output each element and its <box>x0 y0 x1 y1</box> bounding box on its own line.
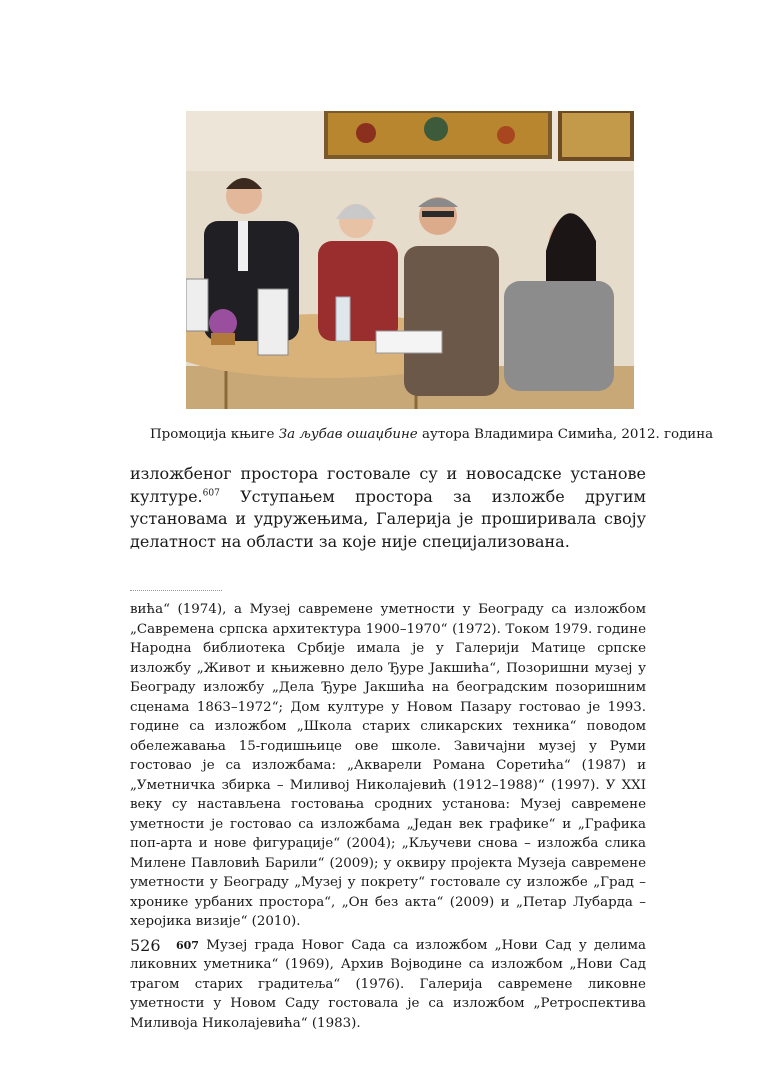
caption-book-title: За љубав ошаџбине <box>278 427 418 442</box>
photo-caption <box>150 426 714 444</box>
footnote-607 <box>130 936 646 1034</box>
book-promotion-photo <box>186 111 634 409</box>
caption-suffix: аутора Владимира Симића, 2012. година <box>417 427 714 442</box>
main-paragraph <box>130 463 646 553</box>
paragraph-text: изложбеног простора гостовале су и новосадске установе културе. <box>130 464 646 506</box>
footnote-607-text: Музеј града Новог Сада са изложбом „Нови Сад у делима ликовних уметника“ (1969), Архив Војводине са изложбом „Нови Сад трагом старих градитеља“ (1976). Галерија савремене ликовне уметности у Новом Саду гостовала је са изложбом „Ретроспектива Миливоја Николајевића“ (1983). <box>130 937 646 1031</box>
photo-illustration <box>186 111 634 409</box>
page-number: 526 <box>130 936 161 955</box>
footnote-separator <box>130 590 222 591</box>
caption-prefix: Промоција књиге <box>150 427 279 442</box>
footnote-continued: вића“ (1974), а Музеј савремене уметности у Београду са изложбом „Савремена српска архитектура 1900–1970“ (1972). Током 1979. године Народна библиотека Србије имала је у Галерији Матице српске изложбу „Живот и књижевно дело Ђуре Јакшића“, Позоришни музеј у Београду изложбу „Дела Ђуре Јакшића на београдским позоришним сценама 1863–1972“; Дом културе у Новом Пазару гостовао је 1993. године са изложбом „Школа старих сликарских техника“ поводом обележавања 15-годишњице ове школе. Завичајни музеј у Руми гостовао је са изложбама: „Акварели Романа Соретића“ (1987) и „Уметничка збирка – Миливој Николајевић (1912–1988)“ (1997). У XXI веку су настављена гостовања сродних установа: Музеј савремене уметности је гостовао са изложбама „Један век графике“ и „Графика поп-арта и нове фигурације“ (2004); „Кључеви снова – изложба слика Милене Павловић Барили“ (2009); у оквиру пројекта Музеја савремене уметности у Београду „Музеј у покрету“ гостовале су изложбе „Град – хронике урбаних простора“, „Он без акта“ (2009) и „Петар Лубарда – херојика визије“ (2010). <box>130 602 646 929</box>
footnotes <box>130 600 646 1033</box>
footnote-reference-607[interactable]: 607 <box>202 488 220 499</box>
paragraph-text-continued: Уступањем простора за изложбе другим установама и удружењима, Галерија је проширивала своју делатност на области за које није специјализована. <box>130 486 646 551</box>
footnote-607-number: 607 <box>176 938 199 952</box>
